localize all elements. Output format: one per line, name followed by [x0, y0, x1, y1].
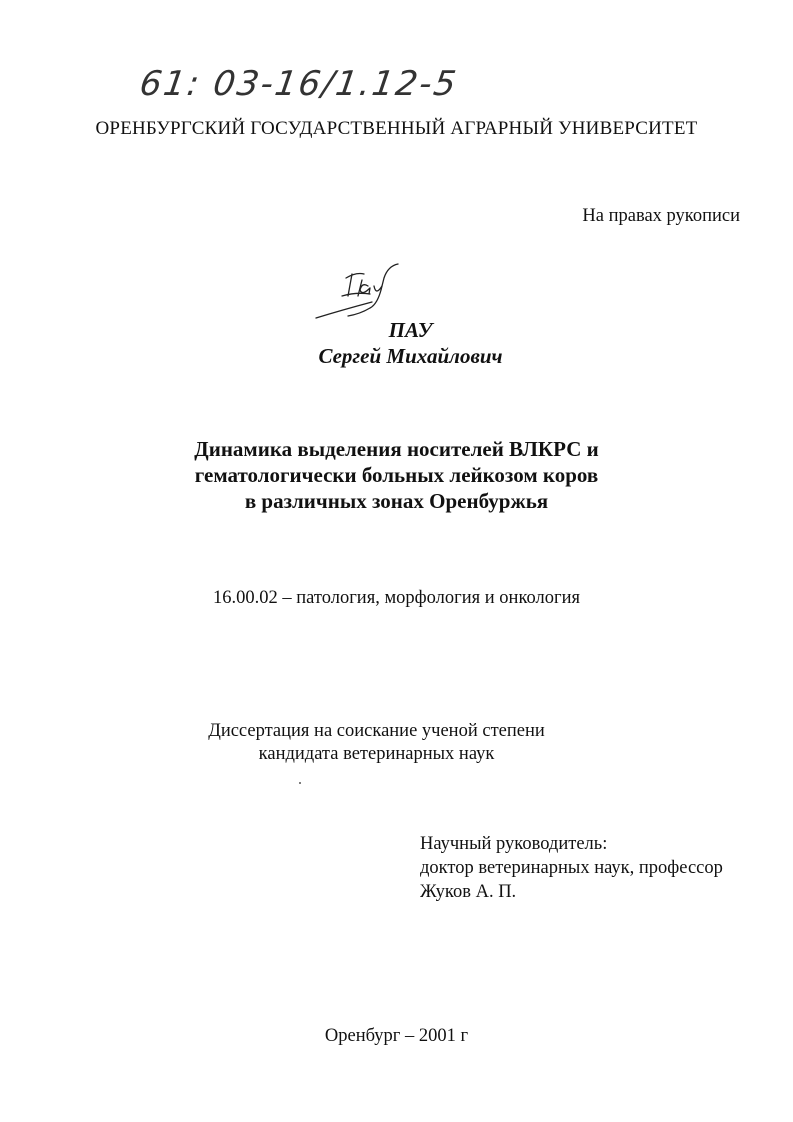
university-name: ОРЕНБУРГСКИЙ ГОСУДАРСТВЕННЫЙ АГРАРНЫЙ УНИВЕРСИТЕТ	[95, 118, 698, 139]
author-signature	[312, 256, 412, 322]
supervisor-label: Научный руководитель:	[420, 834, 608, 854]
author-surname: ПАУ	[388, 318, 433, 342]
degree-line: кандидата ветеринарных наук	[258, 744, 495, 764]
handwritten-archive-code: 61: 03-16/1.12-5	[137, 64, 461, 104]
supervisor-name: Жуков А. П.	[420, 882, 517, 902]
title-line: в различных зонах Оренбуржья	[244, 489, 549, 513]
specialty-code: 16.00.02 – патология, морфология и онкология	[213, 588, 580, 608]
city-year: Оренбург – 2001 г	[324, 1026, 469, 1046]
dissertation-title	[0, 436, 793, 514]
title-line: Динамика выделения носителей ВЛКРС и	[194, 437, 599, 461]
author-name: Сергей Михайлович	[318, 344, 503, 368]
degree-line: Диссертация на соискание ученой степени	[208, 721, 545, 741]
supervisor-degree: доктор ветеринарных наук, профессор	[420, 858, 723, 878]
rights-note: На правах рукописи	[582, 206, 740, 226]
degree-statement	[0, 720, 793, 766]
title-line: гематологически больных лейкозом коров	[194, 463, 599, 487]
stray-dot	[299, 782, 301, 784]
supervisor-block	[420, 832, 723, 904]
